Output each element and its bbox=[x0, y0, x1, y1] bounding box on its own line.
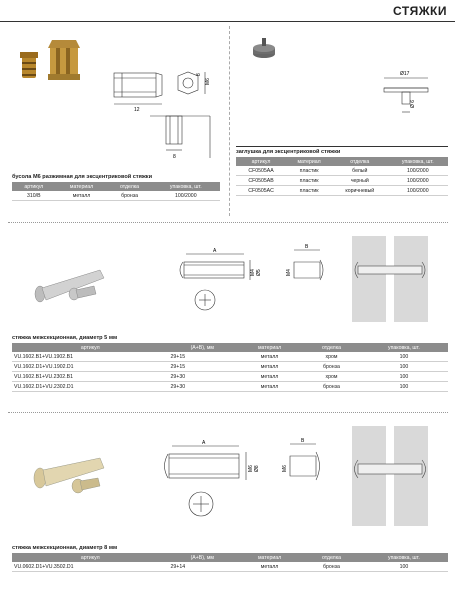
table-cell: 100/2000 bbox=[152, 191, 220, 201]
table-row bbox=[12, 382, 448, 392]
col-header: отделка bbox=[303, 553, 360, 562]
table-cell: бронза bbox=[303, 562, 360, 572]
table-cell: CF0505AB bbox=[236, 176, 286, 186]
table-cell: металл bbox=[236, 382, 303, 392]
table-cell: CF0505AA bbox=[236, 166, 286, 176]
table-row bbox=[236, 166, 448, 176]
dim-d17: Ø17 bbox=[400, 71, 410, 77]
connector8-installed bbox=[352, 426, 428, 526]
table-cell: бронза bbox=[303, 362, 360, 372]
section1-title: бусола М6 разжимная для эксцентриковой стяжки bbox=[12, 174, 153, 180]
connector5-illustration bbox=[8, 228, 448, 328]
table-cell: бронза bbox=[108, 191, 152, 201]
col-header: (A+B), мм bbox=[169, 553, 237, 562]
table-row bbox=[12, 191, 220, 201]
header-rule bbox=[0, 21, 455, 22]
table-cell: 29+30 bbox=[169, 372, 237, 382]
section2-rule bbox=[236, 146, 448, 147]
table-cell: 29+14 bbox=[169, 562, 237, 572]
table-cell: CF0505AC bbox=[236, 186, 286, 196]
cap-illustration bbox=[232, 30, 447, 145]
bushing-photo-1 bbox=[20, 52, 38, 78]
col-header: (A+B), мм bbox=[169, 343, 237, 352]
table-cell: 29+15 bbox=[169, 362, 237, 372]
connector8-illustration bbox=[8, 418, 448, 538]
connector8-drawing bbox=[165, 444, 320, 516]
table-cell: пластик bbox=[286, 176, 332, 186]
col-header: артикул bbox=[236, 157, 286, 166]
table-cell: металл bbox=[236, 372, 303, 382]
dim-8-bottom: 8 bbox=[173, 154, 176, 160]
table-row bbox=[12, 562, 448, 572]
bushing-installed-view bbox=[150, 116, 210, 158]
cap-drawing bbox=[384, 78, 428, 112]
table-row bbox=[12, 362, 448, 372]
section3-table bbox=[12, 343, 448, 392]
table-cell: пластик bbox=[286, 186, 332, 196]
section4-title: стяжка межсекционная, диаметр 8 мм bbox=[12, 545, 118, 551]
dotted-separator-2 bbox=[8, 412, 448, 413]
connector8-photo bbox=[34, 458, 104, 493]
dim-m6-a: M6 bbox=[248, 465, 254, 472]
col-header: отделка bbox=[303, 343, 360, 352]
col-header: материал bbox=[56, 182, 108, 191]
table-row bbox=[236, 176, 448, 186]
table-cell: хром bbox=[303, 372, 360, 382]
dim-m6-b: M6 bbox=[282, 465, 288, 472]
dim-m4-b: M4 bbox=[286, 269, 292, 276]
table-cell: 100 bbox=[360, 352, 448, 362]
section3-title: стяжка межсекционная, диаметр 5 мм bbox=[12, 335, 118, 341]
bushing-side-view bbox=[114, 73, 162, 97]
col-header: упаковка, шт. bbox=[388, 157, 448, 166]
col-header: артикул bbox=[12, 343, 169, 352]
dim-m4-a: M4 bbox=[250, 269, 256, 276]
section-divider bbox=[229, 26, 230, 216]
col-header: отделка bbox=[108, 182, 152, 191]
dim-b: B bbox=[305, 244, 309, 250]
table-cell: 29+30 bbox=[169, 382, 237, 392]
table-cell: 310/В bbox=[12, 191, 56, 201]
table-cell: белый bbox=[332, 166, 387, 176]
cap-photo bbox=[253, 38, 275, 58]
table-row bbox=[12, 352, 448, 362]
table-cell: VU.1602.D1+VU.2302.D1 bbox=[12, 382, 169, 392]
dim-b: B bbox=[301, 438, 305, 444]
table-cell: 100/2000 bbox=[388, 186, 448, 196]
table-cell: черный bbox=[332, 176, 387, 186]
table-cell: VU.1602.B1+VU.2302.B1 bbox=[12, 372, 169, 382]
col-header: упаковка, шт. bbox=[360, 553, 448, 562]
dim-a: A bbox=[202, 440, 206, 446]
table-cell: 100 bbox=[360, 372, 448, 382]
col-header: упаковка, шт. bbox=[360, 343, 448, 352]
table-row bbox=[236, 186, 448, 196]
table-cell: металл bbox=[236, 362, 303, 372]
table-cell: коричневый bbox=[332, 186, 387, 196]
table-cell: хром bbox=[303, 352, 360, 362]
table-cell: металл bbox=[236, 352, 303, 362]
table-cell: металл bbox=[236, 562, 303, 572]
dim-d6: Ø 6 bbox=[410, 99, 416, 108]
table-cell: VU.1602.B1+VU.1902.B1 bbox=[12, 352, 169, 362]
dim-a: A bbox=[213, 248, 217, 254]
bushing-photo-2 bbox=[48, 40, 80, 80]
dotted-separator-1 bbox=[8, 222, 448, 223]
section2-table bbox=[236, 157, 448, 196]
col-header: материал bbox=[236, 553, 303, 562]
page-title: СТЯЖКИ bbox=[393, 4, 447, 18]
table-cell: VU.0602.D1+VU.3502.D1 bbox=[12, 562, 169, 572]
dim-8-top: 8 bbox=[196, 73, 202, 76]
section4-table bbox=[12, 553, 448, 572]
connector5-installed bbox=[352, 236, 428, 322]
dim-12: 12 bbox=[134, 107, 140, 113]
dim-d5: Ø5 bbox=[256, 269, 262, 276]
col-header: материал bbox=[286, 157, 332, 166]
col-header: упаковка, шт. bbox=[152, 182, 220, 191]
table-cell: металл bbox=[56, 191, 108, 201]
section2-title: заглушка для эксцентриковой стяжки bbox=[236, 149, 341, 155]
table-row bbox=[12, 372, 448, 382]
table-cell: VU.1602.D1+VU.1902.D1 bbox=[12, 362, 169, 372]
dim-m6: М6 bbox=[205, 78, 211, 85]
table-cell: 100 bbox=[360, 562, 448, 572]
table-cell: 100 bbox=[360, 362, 448, 372]
col-header: артикул bbox=[12, 182, 56, 191]
bushing-illustration bbox=[10, 28, 225, 168]
connector5-photo bbox=[35, 270, 104, 302]
table-cell: 29+15 bbox=[169, 352, 237, 362]
connector5-drawing bbox=[180, 250, 323, 310]
table-cell: пластик bbox=[286, 166, 332, 176]
section1-table bbox=[12, 182, 220, 201]
table-cell: 100/2000 bbox=[388, 176, 448, 186]
dim-d8: Ø8 bbox=[254, 465, 260, 472]
col-header: отделка bbox=[332, 157, 387, 166]
table-cell: 100 bbox=[360, 382, 448, 392]
table-cell: 100/2000 bbox=[388, 166, 448, 176]
col-header: артикул bbox=[12, 553, 169, 562]
col-header: материал bbox=[236, 343, 303, 352]
table-cell: бронза bbox=[303, 382, 360, 392]
